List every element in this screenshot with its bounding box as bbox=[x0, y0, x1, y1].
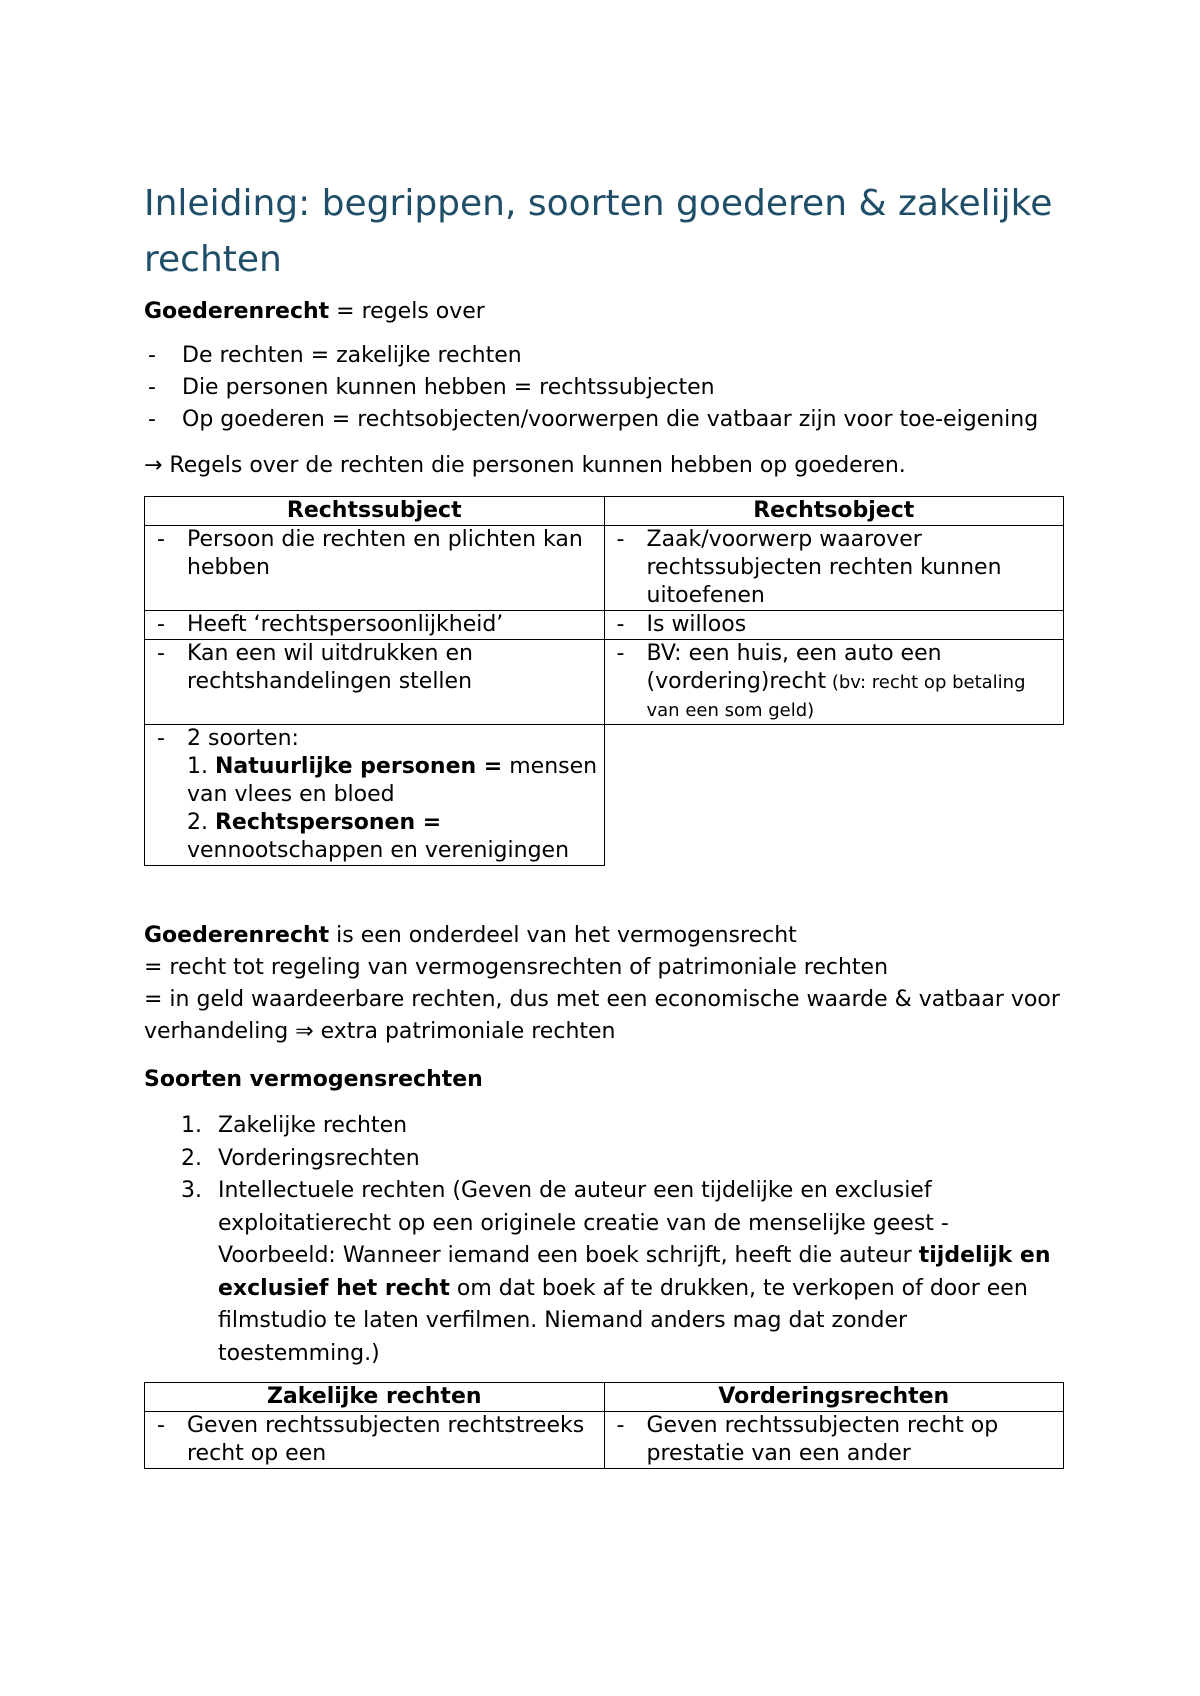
item-number: 1. bbox=[187, 754, 215, 779]
cell-main-text: BV: een huis, een auto een (vordering)recht bbox=[646, 641, 942, 694]
item-term: Natuurlijke personen = bbox=[214, 754, 503, 779]
arrow-summary: → Regels over de rechten die personen kunnen hebben op goederen. bbox=[144, 453, 906, 478]
list-number: 3. bbox=[181, 1178, 202, 1203]
table-cell: - Geven rechtssubjecten rechtstreeks recht op een bbox=[149, 1412, 600, 1468]
table-cell: - Geven rechtssubjecten recht op prestatie van een ander bbox=[609, 1412, 1060, 1468]
page-title: Inleiding: begrippen, soorten goederen & zakelijke rechten bbox=[144, 183, 1053, 280]
list-text: om dat boek af te drukken, te verkopen of door een filmstudio te laten verfilmen. Niemand anders mag dat zonder toestemming.) bbox=[218, 1275, 1028, 1366]
list-text: Intellectuele rechten (Geven de auteur een tijdelijke en exclusief exploitatierecht op een originele creatie van de menselijke geest - Voorbeeld: Wanneer iemand een boek schrijft, heeft die auteur bbox=[218, 1178, 949, 1268]
table-cell: - Zaak/voorwerp waarover rechtssubjecten rechten kunnen uitoefenen bbox=[609, 526, 1060, 610]
cell-note-text: (bv: recht op betaling van een som geld) bbox=[646, 672, 1026, 721]
para-line2: = recht tot regeling van vermogensrechten of patrimoniale rechten bbox=[144, 955, 889, 980]
intro-rest: = regels over bbox=[329, 299, 485, 324]
section-heading: Soorten vermogensrechten bbox=[144, 1067, 483, 1092]
list-item bbox=[144, 1175, 1064, 1370]
list-item: - Op goederen = rechtsobjecten/voorwerpen die vatbaar zijn voor toe-eigening bbox=[144, 404, 1064, 436]
table-header-row bbox=[145, 497, 1064, 526]
intro-line bbox=[144, 296, 1064, 328]
rights-comparison-table bbox=[144, 1382, 1064, 1469]
table-cell: - Is willoos bbox=[609, 611, 1060, 639]
list-number: 2. bbox=[181, 1145, 202, 1171]
list-item bbox=[144, 1110, 1064, 1143]
table-header: Vorderingsrechten bbox=[604, 1383, 1064, 1412]
document-page bbox=[144, 176, 1064, 1469]
empty-cell bbox=[604, 725, 1064, 866]
table-row bbox=[145, 725, 1064, 866]
definition-list bbox=[144, 340, 1064, 436]
list-number: 1. bbox=[181, 1113, 202, 1138]
table-row bbox=[145, 640, 1064, 725]
list-bold-text: tijdelijk en exclusief het recht bbox=[218, 1243, 1051, 1301]
item-term: Rechtspersonen = bbox=[214, 810, 442, 835]
table-row bbox=[145, 526, 1064, 611]
table-cell: - Heeft ‘rechtspersoonlijkheid’ bbox=[149, 611, 600, 639]
para-term: Goederenrecht bbox=[144, 923, 330, 948]
table-header: Rechtsobject bbox=[604, 497, 1064, 526]
para-line3: = in geld waardeerbare rechten, dus met een economische waarde & vatbaar voor verhandeling ⇒ extra patrimoniale rechten bbox=[144, 987, 1060, 1044]
table-header: Rechtssubject bbox=[145, 497, 605, 526]
table-cell bbox=[609, 640, 1060, 724]
table-cell: - Kan een wil uitdrukken en rechtshandelingen stellen bbox=[149, 640, 600, 696]
list-text: Vorderingsrechten bbox=[218, 1145, 420, 1171]
intro-term: Goederenrecht bbox=[144, 299, 330, 324]
cell-intro: 2 soorten: bbox=[187, 726, 299, 751]
table-cell bbox=[149, 725, 600, 865]
numbered-list bbox=[144, 1110, 1064, 1370]
subject-object-table bbox=[144, 496, 1064, 866]
item-rest: mensen van vlees en bloed bbox=[187, 754, 598, 807]
table-cell: - Persoon die rechten en plichten kan hebben bbox=[149, 526, 600, 582]
table-row bbox=[145, 1412, 1064, 1469]
table-header-row bbox=[145, 1383, 1064, 1412]
vermogensrecht-paragraph bbox=[144, 920, 1064, 1048]
table-header: Zakelijke rechten bbox=[145, 1383, 605, 1412]
list-text: Zakelijke rechten bbox=[218, 1113, 408, 1138]
list-item: - Die personen kunnen hebben = rechtssubjecten bbox=[144, 372, 1064, 404]
item-number: 2. bbox=[187, 810, 215, 835]
table-row bbox=[145, 611, 1064, 640]
list-item: - De rechten = zakelijke rechten bbox=[144, 340, 1064, 372]
list-item bbox=[144, 1143, 1064, 1176]
item-rest: vennootschappen en verenigingen bbox=[187, 838, 570, 863]
para-line1: is een onderdeel van het vermogensrecht bbox=[329, 923, 797, 948]
